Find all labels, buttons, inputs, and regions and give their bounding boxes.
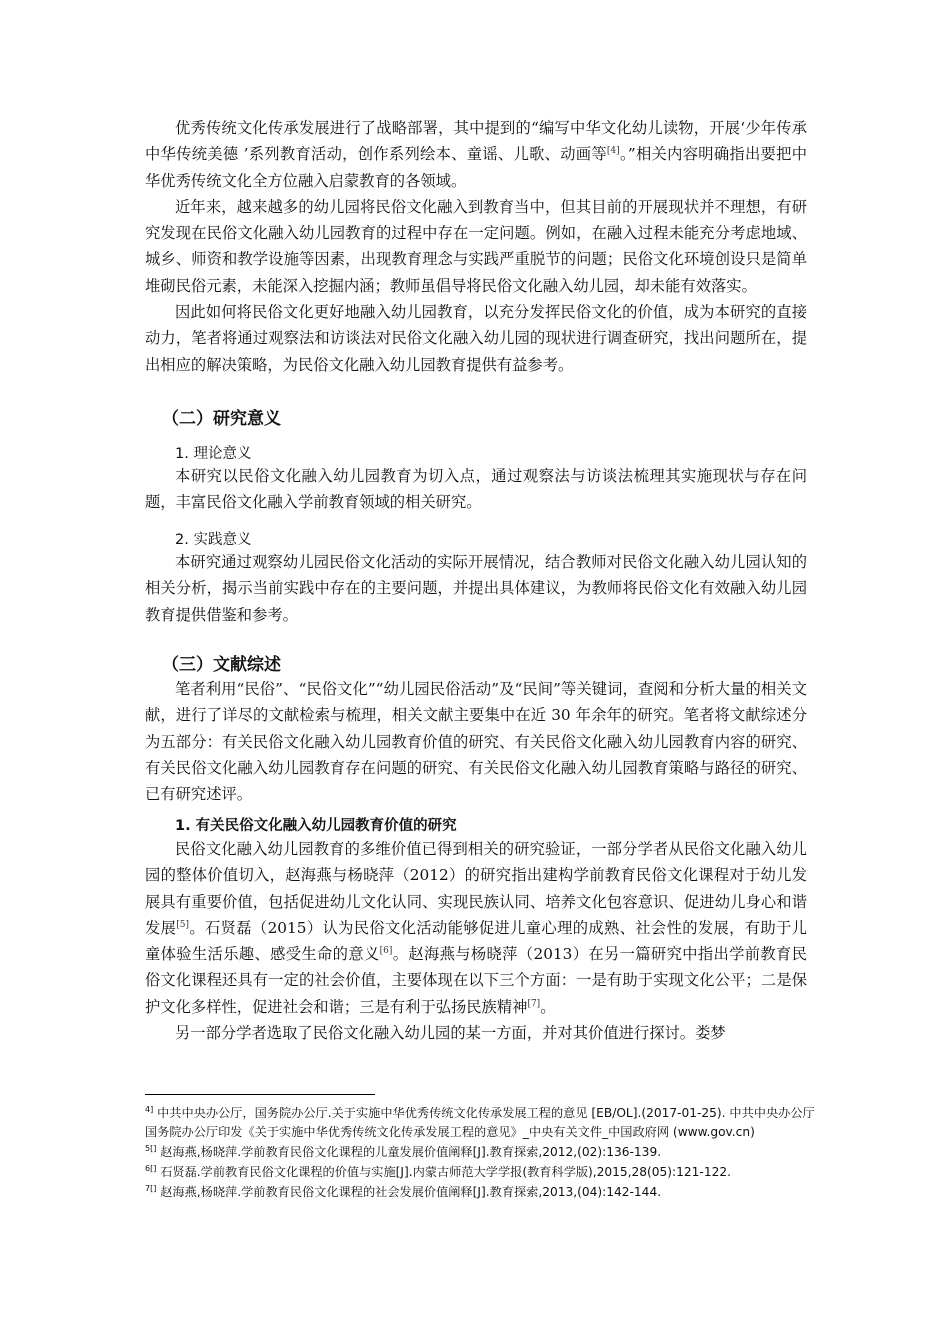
footnote-text: 中共中央办公厅，国务院办公厅.关于实施中华优秀传统文化传承发展工程的意见 [EB/OL].(2017-01-25). 中共中央办公厅 国务院办公厅印发《关于实施中华优秀传统文化传承发展工程的意见》_中央有关文件_中国政府网 (www.gov.cn) [145, 1106, 815, 1139]
intro-p1-text-end: 。”相关内容明确指出要把中华优秀传统文化全方位融入启蒙教育的各领域。 [145, 145, 808, 190]
value-research-paragraph [145, 836, 807, 1020]
footnote-text: 赵海燕,杨晓萍.学前教育民俗文化课程的儿童发展价值阐释[J].教育探索,2012,(02):136-139. [160, 1145, 662, 1159]
intro-paragraph-2: 近年来，越来越多的幼儿园将民俗文化融入到教育当中，但其目前的开展现状并不理想，有研究发现在民俗文化融入幼儿园教育的过程中存在一定问题。例如，在融入过程未能充分考虑地域、城乡、师资和教学设施等因素，出现教育理念与实践严重脱节的问题；民俗文化环境创设只是简单堆砌民俗元素，未能深入挖掘内涵；教师虽倡导将民俗文化融入幼儿园，却未能有效落实。 [145, 197, 807, 295]
citation-5: [5] [176, 919, 190, 930]
footnote-7 [145, 1183, 815, 1202]
citation-4: [4] [606, 146, 620, 157]
value-text-c: 。赵海燕与杨晓萍（2013）在另一篇研究中指出学前教育民俗文化课程还具有一定的社会价值，主要体现在以下三个方面：一是有助于实现文化公平；二是保护文化多样性，促进社会和谐；三是有利于弘扬民族精神 [145, 945, 807, 1016]
footnote-mark: 5[] [145, 1143, 157, 1153]
literature-intro-block [145, 676, 807, 807]
citation-7: [7] [527, 998, 541, 1009]
last-paragraph: 另一部分学者选取了民俗文化融入幼儿园的某一方面，并对其价值进行探讨。娄梦 [175, 1024, 726, 1043]
footnote-mark: 7[] [145, 1183, 157, 1193]
section-heading-literature: （三）文献综述 [162, 655, 281, 675]
value-text-d: 。 [540, 997, 556, 1016]
subheading-practical: 2. 实践意义 [175, 532, 252, 548]
value-text-a: 民俗文化融入幼儿园教育的多维价值已得到相关的研究验证，一部分学者从民俗文化融入幼儿园的整体价值切入，赵海燕与杨晓萍（2012）的研究指出建构学前教育民俗文化课程对于幼儿发展具有重要价值，包括促进幼儿文化认同、实现民族认同、培养文化包容意识、促进幼儿身心和谐发展 [145, 840, 807, 937]
intro-block [145, 115, 807, 378]
footnote-mark: 4] [145, 1104, 154, 1114]
footnotes [145, 1104, 815, 1203]
section-heading-significance: （二）研究意义 [162, 409, 281, 429]
footnote-mark: 6[] [145, 1163, 157, 1173]
footnote-4 [145, 1104, 815, 1142]
footnote-divider [145, 1094, 375, 1095]
theoretical-paragraph: 本研究以民俗文化融入幼儿园教育为切入点，通过观察法与访谈法梳理其实施现状与存在问题，丰富民俗文化融入学前教育领域的相关研究。 [145, 467, 807, 512]
footnote-text: 赵海燕,杨晓萍.学前教育民俗文化课程的社会发展价值阐释[J].教育探索,2013,(04):142-144. [160, 1185, 662, 1199]
intro-p1-text: 优秀传统文化传承发展进行了战略部署，其中提到的“编写中华文化幼儿读物，开展‘少年传承中华传统美德 ’系列教育活动，创作系列绘本、童谣、儿歌、动画等 [145, 119, 807, 164]
intro-paragraph-3: 因此如何将民俗文化更好地融入幼儿园教育，以充分发挥民俗文化的价值，成为本研究的直接动力，笔者将通过观察法和访谈法对民俗文化融入幼儿园的现状进行调查研究，找出问题所在，提出相应的解决策略，为民俗文化融入幼儿园教育提供有益参考。 [145, 303, 807, 374]
practical-block [145, 549, 807, 628]
citation-6: [6] [379, 946, 393, 957]
value-text-b: 。石贤磊（2015）认为民俗文化活动能够促进儿童心理的成熟、社会性的发展，有助于儿童体验生活乐趣、感受生命的意义 [145, 918, 807, 964]
theoretical-block [145, 463, 807, 516]
footnote-5 [145, 1143, 815, 1162]
value-research-block [145, 836, 807, 1046]
intro-paragraph-1 [145, 115, 807, 194]
footnote-text: 石贤磊.学前教育民俗文化课程的价值与实施[J].内蒙古师范大学学报(教育科学版),2015,28(05):121-122. [160, 1165, 731, 1179]
footnote-6 [145, 1163, 815, 1182]
subheading-value-research: 1. 有关民俗文化融入幼儿园教育价值的研究 [175, 818, 457, 834]
literature-intro-paragraph: 笔者利用“民俗”、“民俗文化”“幼儿园民俗活动”及“民间”等关键词，查阅和分析大量的相关文献，进行了详尽的文献检索与梳理，相关文献主要集中在近 30 年余年的研究。笔者将文献综述分为五部分：有关民俗文化融入幼儿园教育价值的研究、有关民俗文化融入幼儿园教育内容的研究、有关民俗文化融入幼儿园教育存在问题的研究、有关民俗文化融入幼儿园教育策略与路径的研究、已有研究述评。 [145, 680, 807, 804]
subheading-theoretical: 1. 理论意义 [175, 446, 252, 462]
practical-paragraph: 本研究通过观察幼儿园民俗文化活动的实际开展情况，结合教师对民俗文化融入幼儿园认知的相关分析，揭示当前实践中存在的主要问题，并提出具体建议，为教师将民俗文化有效融入幼儿园教育提供借鉴和参考。 [145, 553, 807, 624]
